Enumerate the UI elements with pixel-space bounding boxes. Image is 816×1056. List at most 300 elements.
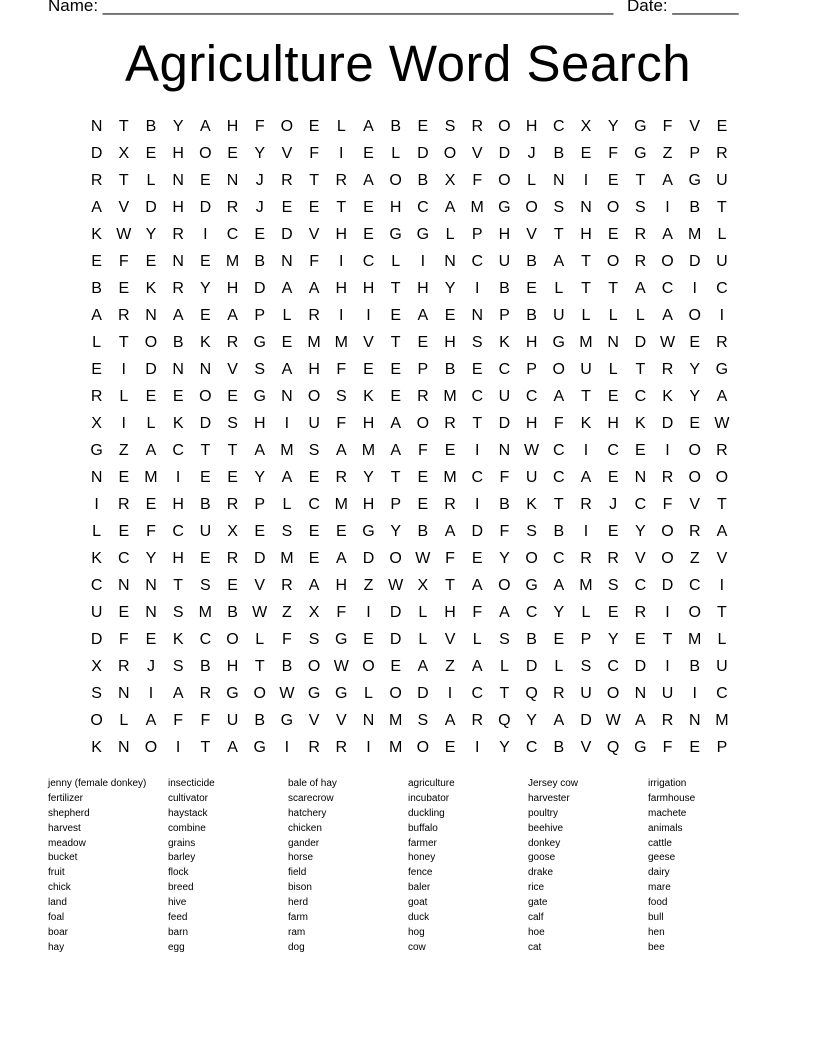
word-column [648,777,768,956]
grid-letter: H [335,226,348,243]
grid-letter: O [416,415,430,432]
grid-letter: E [390,388,401,405]
grid-letter: I [719,577,725,594]
grid-letter: B [254,712,266,729]
grid-letter: W [116,226,132,243]
grid-letter: G [389,226,402,243]
grid-letter: D [498,145,511,162]
grid-letter: H [525,415,538,432]
word-list-item: flock [168,867,189,879]
grid-letter: Y [145,226,157,243]
grid-letter: C [634,496,647,513]
grid-letter: U [199,523,212,540]
grid-letter: A [200,118,211,135]
grid-letter: U [580,361,592,378]
word-list-item: hen [648,926,665,938]
grid-letter: O [199,388,212,405]
grid-letter: N [607,334,619,351]
grid-letter: M [334,334,348,351]
grid-letter: V [227,361,238,378]
grid-letter: X [91,658,102,675]
grid-row [83,113,743,140]
grid-letter: L [255,631,265,648]
grid-letter: C [634,577,647,594]
word-column [168,777,288,956]
word-list-item: hog [408,926,425,938]
grid-letter: L [92,523,102,540]
grid-letter: A [308,577,320,594]
grid-letter: I [583,172,589,189]
grid-letter: C [308,496,320,513]
word-list-item: honey [408,852,436,864]
page-title: Agriculture Word Search [124,35,692,92]
grid-letter: V [308,226,320,243]
grid-letter: A [390,442,401,459]
word-list-item: barn [168,926,189,938]
grid-letter: B [281,658,293,675]
grid-row [83,491,743,518]
grid-letter: E [254,226,266,243]
grid-letter: K [635,415,646,432]
grid-letter: T [200,442,211,459]
grid-letter: B [200,658,211,675]
grid-letter: R [716,442,728,459]
word-list-item: beehive [528,822,564,834]
grid-letter: A [444,199,456,216]
grid-letter: O [552,361,565,378]
grid-letter: T [336,199,347,216]
grid-letter: P [390,496,401,513]
grid-letter: V [335,712,347,729]
grid-letter: I [121,415,126,432]
grid-letter: I [366,604,371,621]
grid-letter: D [253,550,266,567]
word-list-item: cat [528,941,542,953]
word-list-item: bucket [48,852,78,864]
grid-letter: M [144,469,158,486]
grid-letter: I [339,307,344,324]
grid-letter: D [253,280,266,297]
grid-letter: B [553,739,565,756]
grid-letter: D [389,631,402,648]
grid-letter: C [525,739,538,756]
grid-letter: L [608,307,618,324]
word-list-item: jenny (female donkey) [48,778,147,789]
grid-letter: T [635,361,646,378]
grid-letter: M [280,442,294,459]
grid-letter: R [172,280,184,297]
grid-letter: T [581,280,591,297]
grid-letter: F [662,118,673,135]
grid-letter: Z [662,145,673,162]
grid-letter: H [226,658,239,675]
grid-letter: O [606,253,620,270]
word-list-item: Jersey cow [528,778,579,789]
word-list-item: chick [48,882,71,894]
grid-letter: R [308,307,320,324]
grid-letter: D [417,685,429,702]
grid-letter: R [90,388,103,405]
grid-row [83,572,743,599]
grid-letter: F [146,523,156,540]
grid-letter: G [253,739,266,756]
grid-letter: E [553,631,565,648]
grid-letter: R [199,685,212,702]
grid-letter: D [199,415,212,432]
grid-letter: H [362,280,375,297]
grid-letter: Z [282,604,292,621]
grid-letter: T [200,739,211,756]
grid-letter: E [363,631,374,648]
grid-letter: N [172,361,184,378]
grid-letter: I [284,415,290,432]
grid-letter: H [172,145,184,162]
word-list [48,777,768,956]
grid-letter: E [363,361,374,378]
grid-letter: V [526,226,537,243]
grid-letter: E [308,469,320,486]
grid-letter: M [688,226,702,243]
grid-letter: E [363,199,374,216]
grid-letter: P [499,307,510,324]
grid-letter: F [282,631,292,648]
grid-letter: T [662,631,673,648]
grid-letter: T [635,172,646,189]
grid-letter: E [118,604,130,621]
grid-letter: O [443,145,457,162]
grid-letter: X [417,577,429,594]
grid-letter: U [498,253,511,270]
grid-letter: U [525,469,538,486]
grid-letter: U [498,388,511,405]
grid-letter: S [580,658,592,675]
word-list-item: drake [528,867,554,879]
grid-letter: H [172,199,184,216]
word-list-item: harvester [528,792,570,804]
grid-letter: P [580,631,592,648]
grid-letter: M [225,253,240,270]
grid-letter: T [309,172,319,189]
grid-letter: T [390,334,401,351]
grid-letter: K [91,739,102,756]
grid-letter: E [145,388,157,405]
grid-letter: O [144,739,158,756]
word-list-item: haystack [168,807,208,819]
grid-letter: T [608,280,619,297]
grid-letter: R [226,550,239,567]
grid-letter: V [471,145,483,162]
grid-letter: Y [689,361,701,378]
word-list-item: herd [288,897,309,909]
word-list-item: calf [528,912,544,924]
grid-letter: K [200,334,211,351]
word-list-item: harvest [48,822,81,834]
grid-letter: E [227,469,238,486]
grid-letter: B [417,172,429,189]
grid-letter: S [200,577,211,594]
grid-letter: R [634,226,647,243]
grid-letter: W [659,334,676,351]
grid-letter: T [717,199,727,216]
grid-letter: L [336,118,346,135]
grid-letter: B [499,496,510,513]
grid-letter: M [688,631,702,648]
grid-letter: E [390,658,401,675]
grid-letter: B [689,199,701,216]
grid-letter: G [688,172,701,189]
grid-letter: A [499,604,510,621]
word-list-item: barley [168,852,196,864]
grid-letter: S [91,685,102,702]
grid-letter: S [172,604,184,621]
grid-letter: N [145,577,157,594]
word-list-item: shepherd [48,807,90,819]
grid-letter: O [280,118,294,135]
grid-letter: A [363,118,374,135]
grid-letter: R [281,577,293,594]
grid-row [83,329,743,356]
grid-letter: O [606,685,620,702]
grid-letter: Y [635,523,646,540]
grid-row [83,518,743,545]
grid-letter: E [308,550,320,567]
word-list-item: irrigation [648,778,687,789]
grid-letter: C [553,118,565,135]
grid-letter: M [715,712,729,729]
header [48,0,748,20]
word-list-item: chicken [288,822,322,834]
grid-letter: U [661,685,674,702]
word-list-item: egg [168,941,185,953]
grid-letter: X [91,415,102,432]
grid-letter: U [90,604,103,621]
grid-letter: N [199,361,212,378]
grid-letter: Y [363,469,374,486]
word-list-item: poultry [528,807,559,819]
grid-letter: R [661,361,674,378]
grid-letter: D [145,199,157,216]
grid-letter: E [145,631,157,648]
grid-letter: O [389,685,402,702]
grid-letter: L [418,604,428,621]
grid-letter: F [662,496,673,513]
grid-letter: A [471,577,483,594]
grid-letter: E [200,550,211,567]
grid-letter: G [416,226,430,243]
grid-letter: A [91,199,102,216]
grid-letter: G [498,199,511,216]
grid-letter: O [226,631,239,648]
grid-letter: L [527,172,537,189]
grid-letter: E [91,253,102,270]
word-list-item: meadow [48,837,86,849]
word-list-item: fence [408,867,433,879]
word-list-item: mare [648,882,671,894]
grid-letter: N [145,307,157,324]
grid-letter: A [335,442,347,459]
grid-letter: B [254,253,266,270]
word-list-item: foal [48,912,65,924]
word-column [528,777,648,956]
grid-letter: B [91,280,102,297]
grid-letter: T [581,253,591,270]
grid-letter: I [339,253,344,270]
grid-letter: E [607,226,619,243]
grid-letter: T [553,496,564,513]
grid-row [83,734,743,761]
grid-letter: R [580,550,592,567]
grid-letter: H [362,496,375,513]
grid-letter: X [444,172,456,189]
grid-letter: E [417,118,429,135]
word-list-item: buffalo [408,822,438,834]
grid-letter: Y [689,388,701,405]
grid-letter: H [525,334,538,351]
grid-letter: A [91,307,102,324]
grid-letter: F [662,739,673,756]
grid-letter: H [362,415,375,432]
grid-letter: E [118,523,130,540]
grid-letter: R [634,253,647,270]
grid-letter: C [716,685,728,702]
grid-letter: E [417,334,429,351]
grid-letter: J [255,199,264,216]
grid-letter: F [472,172,483,189]
word-list-item: combine [168,822,206,834]
grid-letter: O [661,523,674,540]
grid-letter: E [118,469,130,486]
grid-letter: N [90,469,103,486]
word-list-item: scarecrow [288,792,334,804]
grid-letter: X [308,604,320,621]
grid-letter: I [665,658,670,675]
grid-letter: O [606,199,620,216]
grid-letter: A [254,442,266,459]
grid-row [83,437,743,464]
grid-letter: D [362,550,375,567]
grid-letter: C [172,523,184,540]
word-list-item: hay [48,941,65,953]
grid-letter: K [662,388,673,405]
grid-letter: N [281,388,293,405]
word-list-item: fruit [48,867,65,879]
grid-letter: F [118,253,129,270]
grid-letter: H [335,577,348,594]
grid-letter: E [200,253,211,270]
grid-letter: F [254,118,265,135]
grid-letter: S [553,199,565,216]
grid-letter: G [226,685,239,702]
grid-letter: N [172,172,184,189]
grid-letter: W [388,577,404,594]
grid-letter: L [364,685,373,702]
grid-letter: B [417,523,429,540]
grid-letter: S [471,334,483,351]
grid-letter: E [607,388,619,405]
grid-letter: I [284,739,290,756]
grid-letter: E [91,361,102,378]
grid-letter: H [444,334,456,351]
grid-letter: D [471,523,483,540]
grid-letter: I [719,307,725,324]
grid-row [83,464,743,491]
grid-letter: O [688,442,701,459]
grid-row [83,410,743,437]
grid-letter: S [254,361,266,378]
grid-letter: L [608,361,618,378]
word-list-item: geese [648,852,676,864]
grid-letter: F [309,253,319,270]
grid-letter: E [227,577,238,594]
grid-letter: R [118,658,130,675]
grid-letter: T [118,334,129,351]
grid-letter: U [580,685,592,702]
grid-letter: S [526,523,537,540]
grid-letter: V [716,550,728,567]
grid-letter: F [200,712,211,729]
grid-letter: R [335,469,348,486]
grid-letter: Z [445,658,455,675]
grid-letter: L [581,307,591,324]
grid-letter: I [366,739,371,756]
grid-letter: E [172,388,184,405]
grid-letter: P [471,226,483,243]
grid-letter: E [335,523,347,540]
grid-letter: C [118,550,130,567]
grid-letter: K [145,280,157,297]
grid-letter: R [471,118,483,135]
grid-letter: W [605,712,621,729]
grid-letter: I [692,280,697,297]
word-list-item: food [648,897,668,909]
grid-letter: K [363,388,374,405]
grid-letter: S [227,415,238,432]
grid-letter: A [635,712,646,729]
grid-letter: N [145,604,157,621]
word-list-item: hatchery [288,807,327,819]
grid-letter: F [309,145,319,162]
grid-letter: F [336,361,347,378]
grid-letter: L [472,631,482,648]
grid-letter: M [361,442,376,459]
grid-letter: L [554,280,564,297]
grid-letter: U [716,253,728,270]
grid-letter: D [145,361,157,378]
grid-letter: G [715,361,729,378]
grid-row [83,653,743,680]
grid-letter: C [688,577,701,594]
grid-letter: L [282,496,292,513]
grid-letter: M [280,550,294,567]
grid-letter: V [580,739,592,756]
grid-letter: A [417,658,429,675]
grid-letter: F [608,145,619,162]
grid-letter: R [634,604,647,621]
grid-letter: C [498,361,511,378]
word-column [288,777,408,956]
grid-letter: N [471,307,483,324]
grid-letter: B [526,631,537,648]
grid-letter: R [716,145,728,162]
word-list-item: gander [288,837,320,849]
grid-letter: R [471,712,483,729]
grid-letter: O [688,307,701,324]
grid-letter: I [339,145,344,162]
grid-letter: E [444,739,456,756]
grid-letter: W [415,550,431,567]
grid-letter: Y [499,739,510,756]
grid-letter: R [335,172,348,189]
